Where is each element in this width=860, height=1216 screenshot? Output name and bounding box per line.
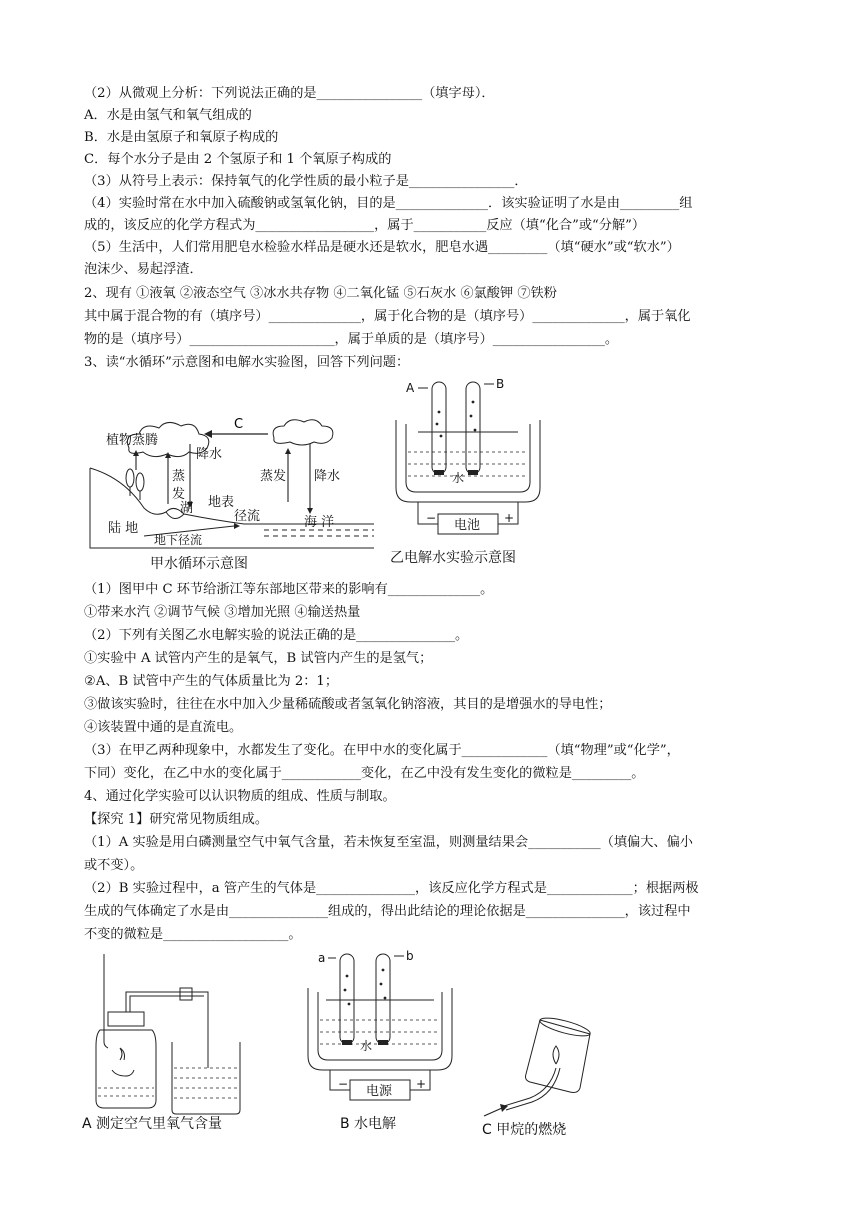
label-runoff: 径流: [234, 509, 261, 524]
label-plus-yi: +: [504, 511, 515, 525]
label-minus-b: −: [338, 1077, 349, 1091]
q4-b-line3: 不变的微粒是___________________。: [84, 927, 302, 942]
q1-part3: （3）从符号上表示：保持氧气的化学性质的最小粒子是________________．: [84, 174, 528, 189]
caption-figure-b: B 水电解: [340, 1116, 397, 1132]
q1-option-a: A．水是由氢气和氧气组成的: [84, 108, 252, 123]
label-underground: 地下径流: [154, 533, 203, 547]
label-precipitation-1: 降水: [196, 447, 223, 462]
label-tube-b-b: b: [406, 949, 414, 963]
caption-figure-c: C 甲烷的燃烧: [482, 1122, 567, 1136]
q1-part5-line1: （5）生活中，人们常用肥皂水检验水样品是硬水还是软水，肥皂水遇_________（填“硬水”或“软水”）: [84, 240, 680, 255]
q3-sub2-opt2: ②A、B 试管中产生的气体质量比为 2：1；: [84, 674, 339, 689]
electrolysis-figure-yi: [388, 372, 548, 572]
label-power-source: 电源: [366, 1084, 393, 1099]
q4-a-line1: （1）A 实验是用白磷测量空气中氧气含量，若未恢复至室温，则测量结果会___________（填偏大、偏小: [84, 835, 693, 850]
electrolysis-figure-b: [300, 946, 460, 1136]
q3-sub2: （2）下列有关图乙水电解实验的说法正确的是_______________。: [84, 628, 469, 643]
q4-b-line1: （2）B 实验过程中，a 管产生的气体是_______________，该反应化学方程式是_____________；根据两极: [84, 881, 699, 896]
q1-part2: （2）从微观上分析：下列说法正确的是________________（填字母）．: [84, 86, 495, 101]
label-plant-transpiration: 植物蒸腾: [106, 433, 159, 448]
q1-part5-line2: 泡沫少、易起浮渣．: [84, 262, 203, 277]
q1-option-c: C．每个水分子是由 2 个氢原子和 1 个氧原子构成的: [84, 152, 392, 167]
label-c: C: [234, 417, 244, 432]
q4-probe1: 【探究 1】研究常见物质组成。: [84, 812, 269, 827]
label-plus-b: +: [416, 1077, 427, 1091]
label-water-b: 水: [360, 1039, 373, 1053]
label-tube-b: B: [496, 377, 505, 391]
q3-sub1: （1）图甲中 C 环节给浙江等东部地区带来的影响有______________。: [84, 582, 494, 597]
label-minus-yi: −: [426, 511, 437, 525]
q3-intro: 3、读“水循环”示意图和电解水实验图，回答下列问题：: [84, 355, 410, 370]
label-tube-a-b: a: [318, 951, 326, 965]
q1-part4-line2: 成的，该反应的化学方程式为__________________，属于___________反应（填“化合”或“分解”）: [84, 218, 646, 233]
q2-line3: 物的是（填序号）______________________，属于单质的是（填序号）_________________。: [84, 332, 619, 347]
methane-burning-figure: [480, 1010, 620, 1136]
label-precipitation-2: 降水: [314, 469, 341, 484]
q1-part4-line1: （4）实验时常在水中加入硫酸钠或氢氧化钠，目的是______________．该实验证明了水是由_________组: [84, 196, 693, 211]
q3-sub3-line2: 下同）变化，在乙中水的变化属于____________变化，在乙中没有发生变化的微粒是_________。: [84, 766, 645, 781]
label-evap-1b: 发: [172, 487, 186, 502]
q3-sub2-opt4: ④该装置中通的是直流电。: [84, 720, 243, 735]
q3-sub2-opt1: ①实验中 A 试管内产生的是氧气，B 试管内产生的是氢气；: [84, 651, 433, 666]
q3-sub1-options: ①带来水汽 ②调节气候 ③增加光照 ④输送热量: [84, 605, 361, 620]
caption-water-cycle: 甲水循环示意图: [150, 556, 248, 572]
q2-line1: 2、现有 ①液氧 ②液态空气 ③冰水共存物 ④二氧化锰 ⑤石灰水 ⑥氯酸钾 ⑦铁粉: [84, 286, 557, 301]
label-lake: 湖: [180, 501, 194, 516]
label-land: 陆 地: [108, 521, 139, 536]
label-ocean: 海 洋: [304, 515, 335, 530]
q4-intro: 4、通过化学实验可以认识物质的组成、性质与制取。: [84, 789, 396, 804]
q4-a-line2: 或不变）。: [84, 858, 144, 873]
label-surface: 地表: [208, 495, 235, 510]
label-evap-1a: 蒸: [172, 469, 186, 484]
label-tube-a: A: [406, 381, 415, 395]
q2-line2: 其中属于混合物的有（填序号）______________，属于化合物的是（填序号）______________，属于氧化: [84, 309, 691, 324]
caption-figure-a: A 测定空气里氧气含量: [82, 1116, 223, 1132]
q3-sub2-opt3: ③做该实验时，往往在水中加入少量稀硫酸或者氢氧化钠溶液，其目的是增强水的导电性；: [84, 697, 612, 712]
q1-option-b: B．水是由氢原子和氧原子构成的: [84, 130, 279, 145]
q4-b-line2: 生成的气体确定了水是由_______________组成的，得出此结论的理论依据是_______________，该过程中: [84, 904, 691, 919]
oxygen-measure-figure: [80, 950, 280, 1136]
water-cycle-figure: [84, 408, 384, 578]
q3-sub3-line1: （3）在甲乙两种现象中，水都发生了变化。在甲中水的变化属于_____________（填“物理”或“化学”，: [84, 743, 680, 758]
caption-electrolysis-yi: 乙电解水实验示意图: [390, 550, 516, 566]
label-evap-2: 蒸发: [260, 469, 287, 484]
label-water-yi: 水: [452, 471, 465, 485]
label-battery: 电池: [454, 518, 481, 533]
